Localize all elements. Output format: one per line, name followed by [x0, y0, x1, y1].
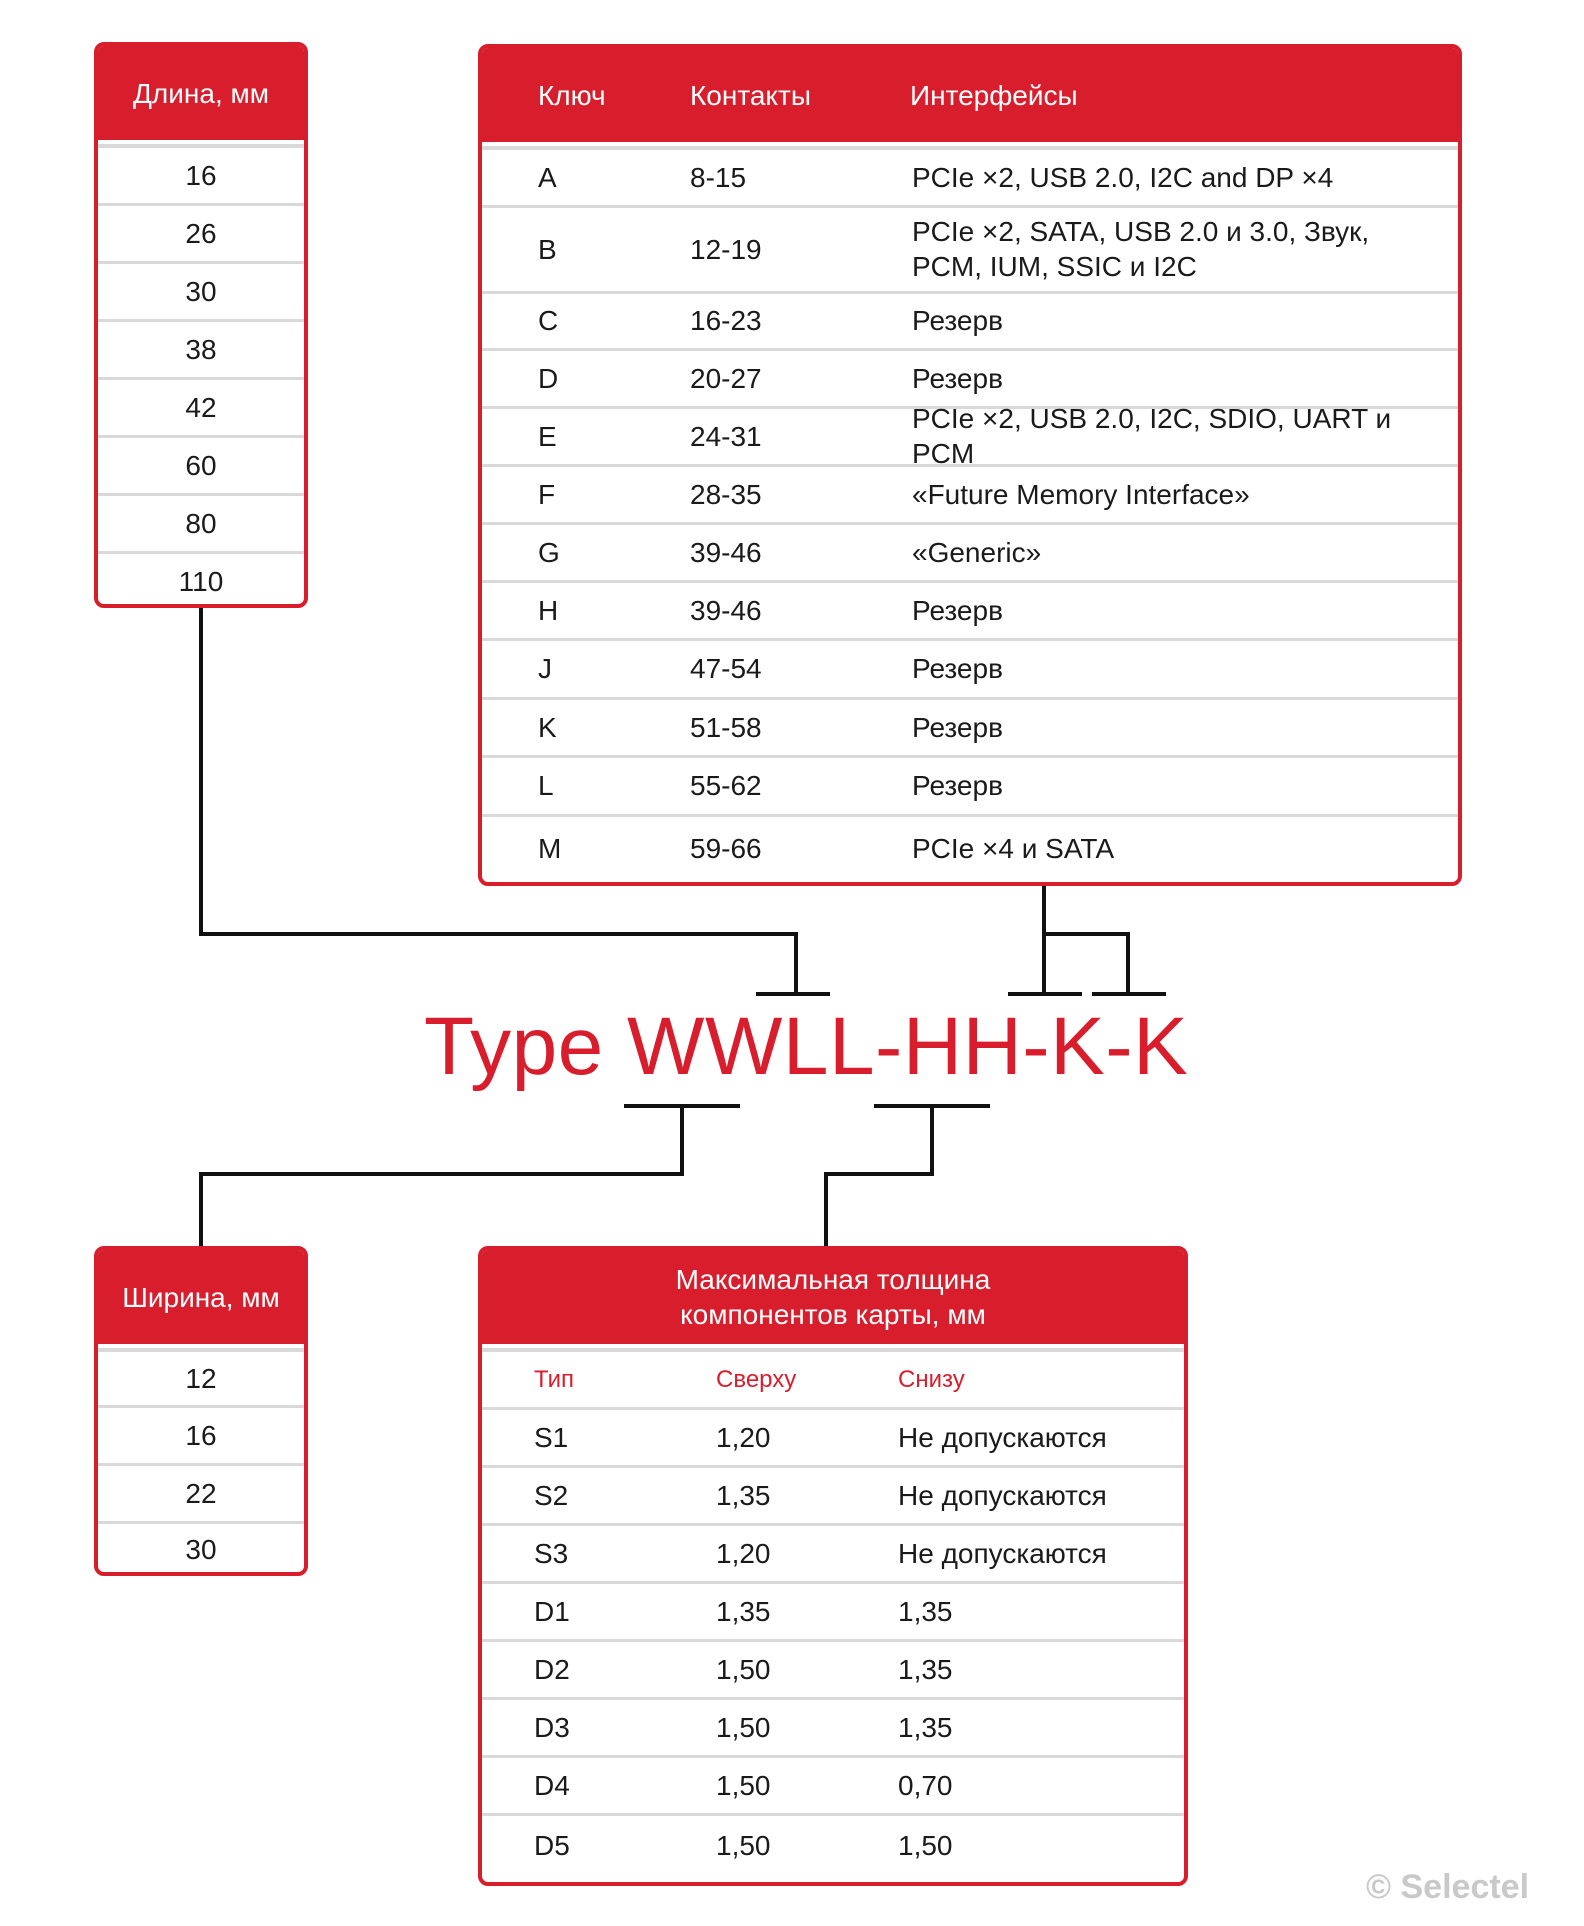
table-row	[482, 208, 1458, 294]
width-table-rows	[98, 1352, 304, 1576]
table-row	[98, 1524, 304, 1576]
length-value: 80	[185, 507, 217, 539]
thickness-top: 1,50	[716, 1769, 771, 1801]
key-contacts: 8-15	[690, 161, 747, 193]
length-value: 16	[185, 159, 217, 191]
thickness-bottom: 0,70	[898, 1769, 953, 1801]
thickness-type: S2	[534, 1479, 569, 1511]
thickness-bottom: 1,35	[898, 1653, 953, 1685]
width-value: 12	[185, 1362, 217, 1394]
key-interfaces: PCIe ×2, USB 2.0, I2C, SDIO, UART и PCM	[912, 402, 1392, 470]
table-row	[482, 402, 1458, 470]
key-letter: K	[538, 711, 557, 743]
length-value: 26	[185, 217, 217, 249]
key-letter: M	[538, 833, 562, 864]
table-row	[482, 525, 1458, 583]
table-row	[98, 554, 304, 608]
length-table-rows	[98, 148, 304, 608]
key-interfaces: PCIe ×4 и SATA	[912, 833, 1115, 865]
type-code: Type WWLL-HH-K-K	[424, 1001, 1189, 1092]
thickness-top: 1,50	[716, 1830, 771, 1861]
length-table	[94, 42, 308, 608]
table-row	[98, 380, 304, 438]
key-interfaces: PCIe ×2, USB 2.0, I2C and DP ×4	[912, 161, 1334, 193]
key-interfaces: Резерв	[912, 711, 1003, 743]
thickness-top: 1,50	[716, 1711, 771, 1743]
key-table-header	[482, 48, 1458, 146]
table-row	[482, 583, 1458, 641]
key-contacts: 39-46	[690, 536, 762, 568]
key-table-rows	[482, 150, 1458, 881]
length-value: 42	[185, 391, 217, 423]
table-row	[482, 1642, 1184, 1700]
thickness-top: 1,20	[716, 1537, 771, 1569]
col-type: Тип	[534, 1365, 575, 1393]
thickness-top: 1,20	[716, 1421, 771, 1453]
width-value: 30	[185, 1534, 217, 1565]
thickness-col-header	[482, 1352, 1184, 1410]
key-interfaces: «Generic»	[912, 536, 1042, 568]
thickness-type: D3	[534, 1711, 570, 1743]
col-interfaces: Интерфейсы	[910, 79, 1078, 111]
thickness-top: 1,35	[716, 1595, 771, 1627]
table-row	[98, 148, 304, 206]
thickness-type: S1	[534, 1421, 569, 1453]
thickness-title-line1: Максимальная толщина	[675, 1264, 991, 1295]
length-value: 110	[178, 566, 224, 597]
thickness-title-line2: компонентов карты, мм	[680, 1299, 986, 1330]
key-letter: A	[538, 161, 557, 193]
table-row	[98, 206, 304, 264]
key-letter: G	[538, 536, 560, 568]
table-row	[482, 467, 1458, 525]
table-row	[482, 700, 1458, 758]
key-letter: B	[538, 233, 557, 265]
thickness-bottom: 1,50	[898, 1830, 953, 1861]
width-value: 16	[185, 1419, 217, 1451]
key-interfaces: Резерв	[912, 305, 1003, 337]
table-row	[98, 1408, 304, 1466]
table-row	[482, 1758, 1184, 1816]
table-row	[98, 438, 304, 496]
key-interfaces: Резерв	[912, 770, 1003, 802]
key-table	[478, 44, 1462, 886]
thickness-bottom: Не допускаются	[898, 1421, 1107, 1453]
thickness-type: S3	[534, 1537, 569, 1569]
thickness-type: D5	[534, 1830, 570, 1861]
table-row	[482, 1584, 1184, 1642]
table-row	[98, 264, 304, 322]
key-interfaces: Резерв	[912, 594, 1003, 626]
thickness-bottom: 1,35	[898, 1711, 953, 1743]
thickness-bottom: 1,35	[898, 1595, 953, 1627]
table-row	[482, 641, 1458, 700]
table-row	[482, 1410, 1184, 1468]
table-row	[98, 1466, 304, 1524]
length-value: 60	[185, 449, 217, 481]
table-row	[482, 1468, 1184, 1526]
connector-width	[201, 1106, 682, 1246]
key-interfaces: Резерв	[912, 653, 1003, 685]
key-interfaces: Резерв	[912, 362, 1003, 394]
col-key: Ключ	[538, 79, 606, 111]
table-row	[98, 322, 304, 380]
key-letter: F	[538, 478, 556, 510]
thickness-table-title	[482, 1250, 1184, 1348]
key-contacts: 55-62	[690, 770, 762, 801]
key-letter: C	[538, 305, 559, 336]
thickness-top: 1,35	[716, 1479, 771, 1511]
brand-watermark: © Selectel	[1366, 1868, 1530, 1906]
key-interfaces: PCIe ×2, SATA, USB 2.0 и 3.0, Звук, PCM, IUM, SSIC и I2C	[912, 215, 1370, 283]
key-contacts: 20-27	[690, 362, 762, 394]
thickness-top: 1,50	[716, 1653, 771, 1685]
col-contacts: Контакты	[690, 79, 811, 111]
key-letter: H	[538, 594, 559, 626]
key-letter: D	[538, 362, 559, 394]
col-top: Сверху	[716, 1365, 797, 1393]
width-value: 22	[185, 1477, 217, 1509]
thickness-table	[478, 1246, 1188, 1886]
table-row	[98, 1352, 304, 1408]
table-row	[482, 1816, 1184, 1876]
table-row	[482, 1700, 1184, 1758]
length-table-title: Длина, мм	[98, 46, 304, 144]
key-contacts: 16-23	[690, 305, 762, 336]
width-table	[94, 1246, 308, 1576]
connector-thickness	[826, 1106, 932, 1246]
table-row	[482, 758, 1458, 817]
key-letter: L	[538, 770, 554, 801]
thickness-table-rows	[482, 1352, 1184, 1876]
length-value: 38	[185, 333, 217, 365]
table-row	[482, 150, 1458, 208]
key-contacts: 12-19	[690, 233, 762, 265]
table-row	[482, 817, 1458, 881]
table-row	[98, 496, 304, 554]
thickness-type: D1	[534, 1595, 570, 1627]
connector-key-branch	[1044, 934, 1128, 994]
key-letter: E	[538, 420, 557, 452]
key-contacts: 51-58	[690, 711, 762, 743]
col-bottom: Снизу	[898, 1365, 965, 1393]
key-interfaces: «Future Memory Interface»	[912, 478, 1250, 510]
key-contacts: 59-66	[690, 833, 762, 864]
table-row	[482, 1526, 1184, 1584]
width-table-title: Ширина, мм	[98, 1250, 304, 1348]
thickness-bottom: Не допускаются	[898, 1537, 1107, 1569]
key-contacts: 28-35	[690, 478, 762, 510]
thickness-type: D2	[534, 1653, 570, 1685]
key-contacts: 47-54	[690, 653, 762, 684]
key-contacts: 24-31	[690, 420, 762, 452]
table-row	[482, 294, 1458, 351]
thickness-bottom: Не допускаются	[898, 1479, 1107, 1511]
thickness-type: D4	[534, 1769, 570, 1801]
key-contacts: 39-46	[690, 594, 762, 626]
key-letter: J	[538, 653, 552, 684]
length-value: 30	[185, 275, 217, 307]
